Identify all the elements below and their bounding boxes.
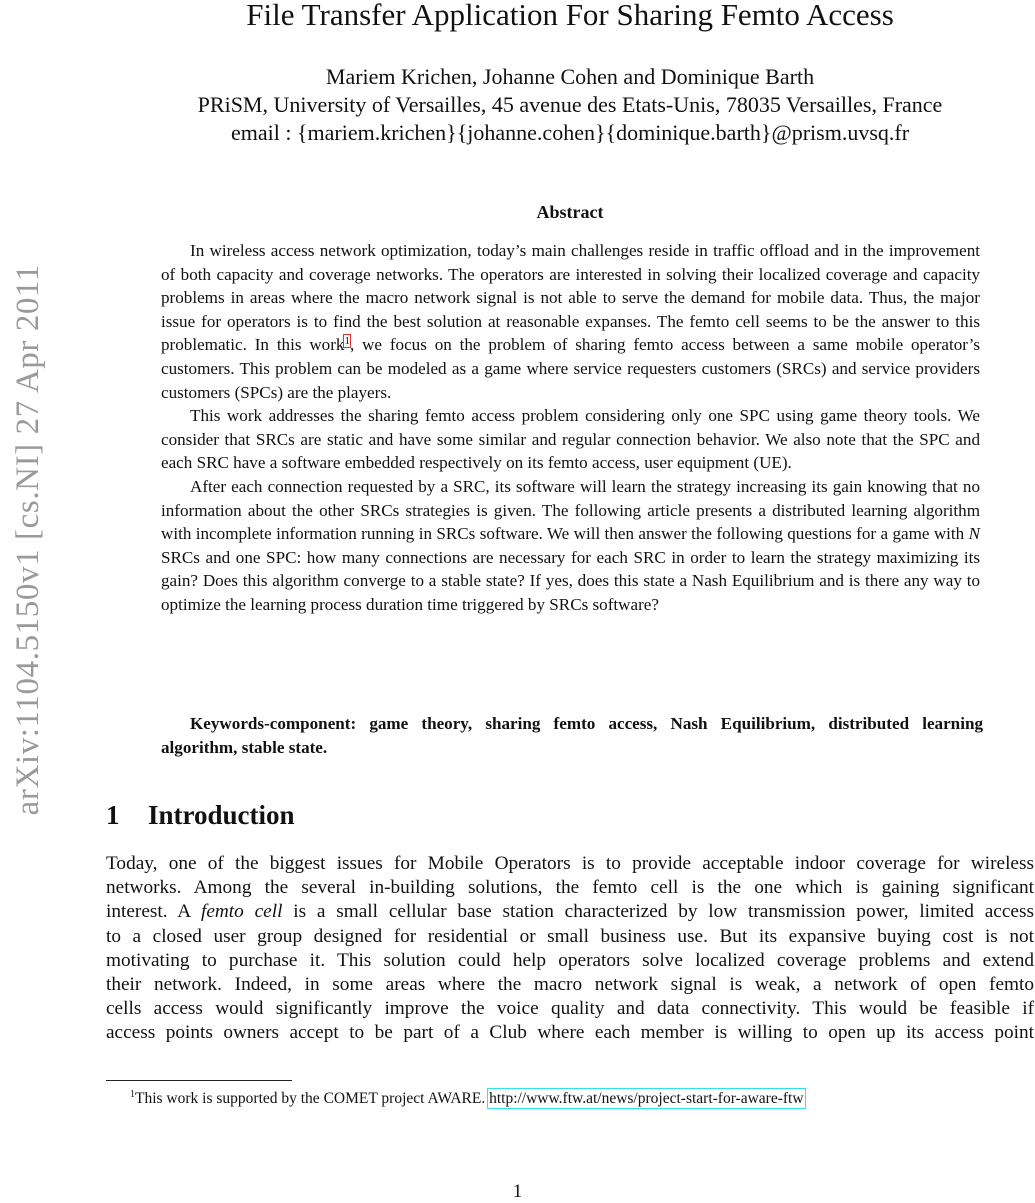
text-line: access points owners accept to be part of a Club where each member is willing to open up its access point	[106, 1022, 1034, 1044]
text-line: their network. Indeed, in some areas where the macro network signal is weak, a network of open femto	[106, 974, 1034, 996]
math-variable-n: N	[968, 524, 980, 544]
author-block	[110, 63, 1030, 147]
text-fragment: is a small cellular base station characterized by low transmission power, limited access	[282, 901, 1034, 923]
keywords: Keywords-component: game theory, sharing femto access, Nash Equilibrium, distributed learning algorithm, stable state.	[161, 714, 983, 757]
footnote-divider	[106, 1080, 292, 1081]
abstract-paragraph	[161, 475, 980, 617]
text-line: motivating to purchase it. This solution could help operators solve localized coverage problems and extend	[106, 949, 1034, 971]
arxiv-stamp: arXiv:1104.5150v1 [cs.NI] 27 Apr 2011	[9, 264, 46, 816]
section-number: 1	[106, 800, 120, 830]
paper-title: File Transfer Application For Sharing Femto Access	[246, 0, 894, 32]
footnote-ref-link[interactable]: 1	[344, 334, 350, 347]
abstract-body	[161, 239, 980, 617]
footnote	[130, 1084, 804, 1110]
introduction-paragraph	[106, 852, 1034, 1046]
footnote-text: This work is supported by the COMET project AWARE.	[135, 1090, 486, 1108]
text-line: cells access would significantly improve the voice quality and data connectivity. This would be feasible if	[106, 998, 1034, 1020]
text-line: Today, one of the biggest issues for Mobile Operators is to provide acceptable indoor coverage for wireless	[106, 853, 1034, 874]
abstract-paragraph	[161, 239, 980, 404]
footnote-url-link[interactable]: http://www.ftw.at/news/project-start-for-aware-ftw	[489, 1090, 804, 1108]
arxiv-stamp-sidebar	[5, 210, 51, 870]
text-fragment: interest. A	[106, 901, 201, 923]
text-line: networks. Among the several in-building solutions, the femto cell is the one which is gaining significant	[106, 877, 1034, 899]
abstract-text: , we focus on the problem of sharing femto access between a same mobile operator’s customers. This problem can be modeled as a game where service requesters customers (SRCs) and service providers customers (SPCs) are the players.	[161, 335, 980, 402]
abstract-paragraph: This work addresses the sharing femto access problem considering only one SPC using game theory tools. We consider that SRCs are static and have some similar and regular connection behavior. We also note that the SPC and each SRC have a software embedded respectively on its femto access, user equipment (UE).	[161, 406, 980, 473]
introduction-body	[106, 852, 1034, 1046]
abstract-text: After each connection requested by a SRC, its software will learn the strategy increasing its gain knowing that no information about the other SRCs strategies is given. The following article presents a distributed learning algorithm with incomplete information running in SRCs software. We will then answer the following questions for a game with	[161, 476, 980, 544]
author-names: Mariem Krichen, Johanne Cohen and Dominique Barth	[325, 64, 815, 89]
footnote-mark: 1	[130, 1089, 135, 1100]
section-heading	[106, 798, 295, 832]
emphasis-term: femto cell	[200, 901, 283, 923]
abstract-text: In wireless access network optimization, today’s main challenges reside in traffic offload and in the improvement of both capacity and coverage networks. The operators are interested in solving their localized coverage and capacity problems in areas where the macro network signal is not able to serve the demand for mobile data. Thus, the major issue for operators is to find the best solution at reasonable expanses. The femto cell seems to be the answer to this problematic. In this work	[161, 241, 980, 355]
text-line: to a closed user group designed for residential or small business use. But its expansive buying cost is not	[106, 925, 1034, 947]
page-number: 1	[512, 1181, 523, 1202]
author-email: email : {mariem.krichen}{johanne.cohen}{dominique.barth}@prism.uvsq.fr	[230, 120, 910, 145]
author-affiliation: PRiSM, University of Versailles, 45 avenue des Etats-Unis, 78035 Versailles, France	[197, 92, 943, 117]
abstract-text: SRCs and one SPC: how many connections are necessary for each SRC in order to learn the strategy maximizing its gain? Does this algorithm converge to a stable state? If yes, does this state a Nash Equilibrium and is there any way to optimize the learning process duration time triggered by SRCs software?	[161, 547, 980, 614]
text-line	[106, 900, 1034, 924]
section-title: Introduction	[148, 800, 295, 830]
abstract-heading: Abstract	[536, 202, 604, 222]
